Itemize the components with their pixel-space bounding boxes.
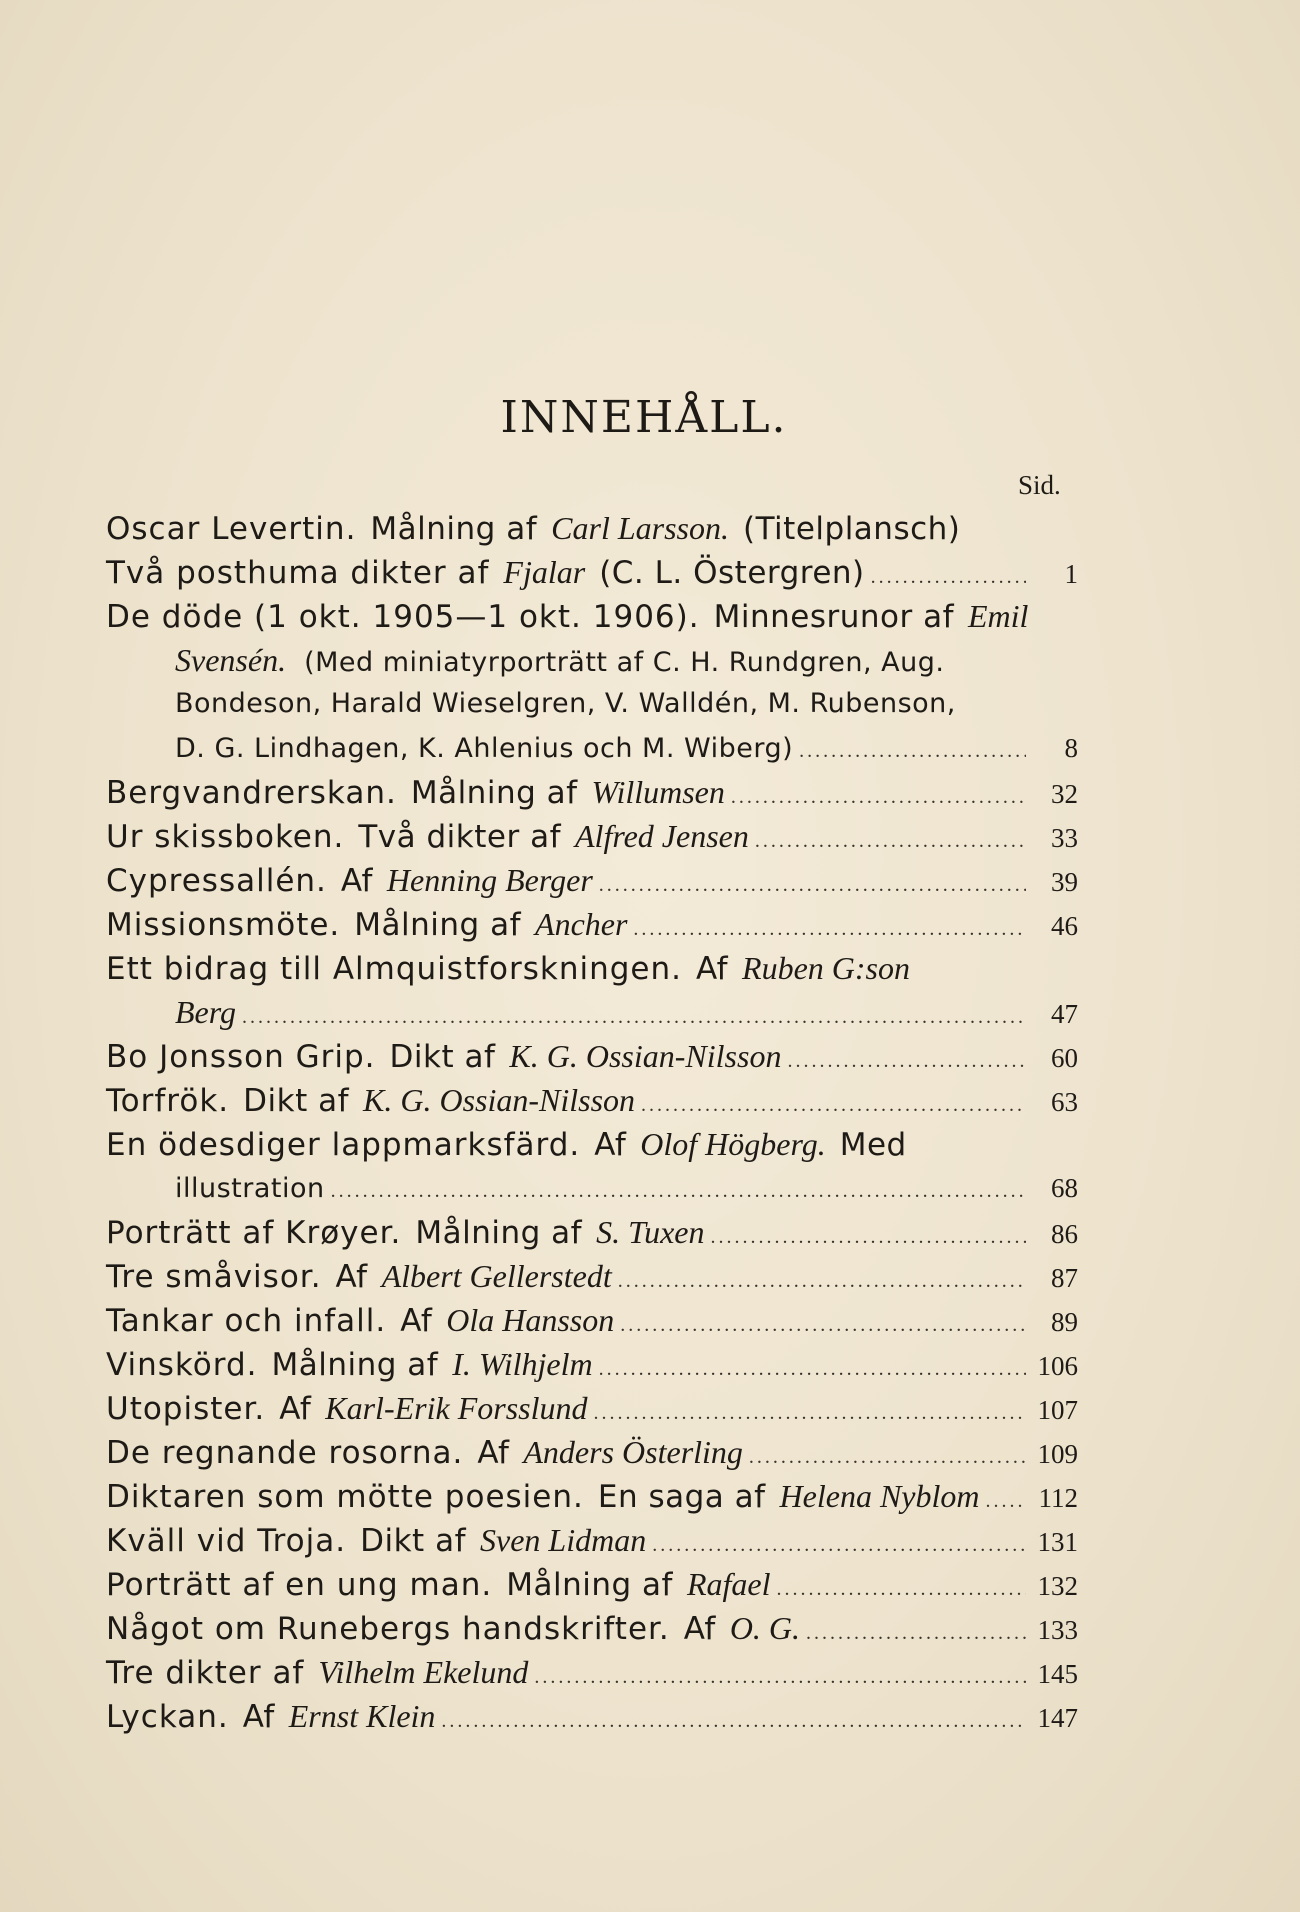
entry-page: 33 bbox=[1051, 823, 1078, 853]
entry-title: Två posthuma dikter af bbox=[106, 555, 490, 591]
entry-author: Ruben G:son bbox=[742, 950, 910, 986]
entry-text: Målning af bbox=[506, 1567, 673, 1603]
toc-entry bbox=[106, 1474, 1078, 1518]
entry-author: Helena Nyblom bbox=[779, 1478, 980, 1514]
entry-page: 89 bbox=[1051, 1307, 1078, 1337]
entry-page: 63 bbox=[1051, 1087, 1078, 1117]
entry-author: Emil bbox=[968, 598, 1029, 634]
leader-dots bbox=[599, 1347, 1026, 1391]
entry-author: I. Wilhjelm bbox=[452, 1346, 593, 1382]
entry-text: Målning af bbox=[271, 1347, 439, 1383]
entry-author: O. G. bbox=[729, 1610, 801, 1646]
entry-title: Cypressallén. bbox=[106, 863, 327, 899]
entry-text: Dikt af bbox=[389, 1039, 496, 1075]
entry-page: 147 bbox=[1037, 1703, 1078, 1733]
entry-title: Tankar och infall. bbox=[106, 1303, 387, 1339]
toc-entry bbox=[106, 1430, 1078, 1474]
toc-entry bbox=[106, 1386, 1078, 1430]
entry-author: Henning Berger bbox=[386, 862, 593, 898]
entry-title: Torfrök. bbox=[106, 1083, 230, 1119]
toc-entry bbox=[106, 1034, 1078, 1078]
entry-author: Berg bbox=[175, 994, 237, 1030]
entry-page: 109 bbox=[1037, 1439, 1078, 1469]
entry-page: 32 bbox=[1051, 779, 1078, 809]
entry-title: Ur skissboken. bbox=[106, 819, 345, 855]
entry-title: Bergvandrerskan. bbox=[106, 775, 397, 811]
entry-page: 112 bbox=[1038, 1483, 1078, 1513]
entry-text: Af bbox=[279, 1391, 312, 1427]
toc-entry bbox=[106, 1650, 1078, 1694]
toc-entry bbox=[106, 550, 1078, 594]
entry-text: Två dikter af bbox=[358, 819, 561, 855]
entry-author: Olof Högberg. bbox=[640, 1126, 826, 1162]
entry-author: Carl Larsson. bbox=[551, 510, 729, 546]
entry-text: Målning af bbox=[415, 1215, 583, 1251]
leader-dots bbox=[731, 775, 1026, 819]
leader-dots bbox=[641, 1083, 1026, 1127]
entry-title: Vinskörd. bbox=[106, 1347, 258, 1383]
toc-entry-continuation bbox=[106, 682, 1078, 726]
leader-dots bbox=[871, 555, 1026, 599]
entry-text: Af bbox=[594, 1127, 627, 1163]
toc-entry bbox=[106, 1210, 1078, 1254]
entry-author: Alfred Jensen bbox=[575, 818, 749, 854]
toc-entry bbox=[106, 1298, 1078, 1342]
leader-dots bbox=[986, 1479, 1027, 1523]
toc-entry bbox=[106, 814, 1078, 858]
toc-entry-continuation bbox=[106, 1166, 1078, 1210]
entry-page: 86 bbox=[1051, 1219, 1078, 1249]
leader-dots bbox=[242, 995, 1026, 1039]
toc-entry bbox=[106, 1342, 1078, 1386]
toc-entry-continuation bbox=[106, 990, 1078, 1034]
entry-page: 39 bbox=[1051, 867, 1078, 897]
entry-title: Diktaren som mötte poesien. bbox=[106, 1479, 584, 1515]
entry-title: Ett bidrag till Almquistforskningen. bbox=[106, 951, 682, 987]
toc-entry-continuation bbox=[106, 638, 1078, 682]
toc-entry bbox=[106, 1694, 1078, 1738]
page-column-label: Sid. bbox=[1018, 470, 1061, 500]
toc-entry bbox=[106, 858, 1078, 902]
leader-dots bbox=[633, 907, 1026, 951]
entry-text: (Titelplansch) bbox=[742, 511, 961, 547]
leader-dots bbox=[749, 1435, 1026, 1479]
entry-text: Målning af bbox=[354, 907, 522, 943]
entry-page: 131 bbox=[1037, 1527, 1078, 1557]
leader-dots bbox=[755, 819, 1026, 863]
entry-text: Af bbox=[335, 1259, 368, 1295]
entry-author: K. G. Ossian-Nilsson bbox=[509, 1038, 782, 1074]
leader-dots bbox=[806, 1611, 1026, 1655]
toc-entry bbox=[106, 770, 1078, 814]
entry-text: Af bbox=[696, 951, 729, 987]
entry-author: Ernst Klein bbox=[288, 1698, 436, 1734]
entry-author: Karl-Erik Forsslund bbox=[325, 1390, 588, 1426]
leader-dots bbox=[652, 1523, 1026, 1567]
entry-text: Af bbox=[477, 1435, 510, 1471]
entry-title: Utopister. bbox=[106, 1391, 266, 1427]
entry-author: Svensén. bbox=[175, 642, 287, 678]
leader-dots bbox=[776, 1567, 1026, 1611]
entry-title: En ödesdiger lappmarksfärd. bbox=[106, 1127, 581, 1163]
entry-text: Minnesrunor af bbox=[713, 599, 954, 635]
entry-text: (C. L. Östergren) bbox=[599, 555, 865, 591]
entry-title: Tre dikter af bbox=[106, 1655, 305, 1691]
leader-dots bbox=[441, 1699, 1026, 1743]
entry-text: En saga af bbox=[597, 1479, 766, 1515]
toc-entry bbox=[106, 1254, 1078, 1298]
toc-entry bbox=[106, 1562, 1078, 1606]
toc-entry bbox=[106, 902, 1078, 946]
entry-page: 107 bbox=[1037, 1395, 1078, 1425]
entry-author: Fjalar bbox=[503, 554, 586, 590]
entry-text: Med bbox=[839, 1127, 907, 1163]
entry-page: 68 bbox=[1051, 1173, 1078, 1203]
entry-author: Albert Gellerstedt bbox=[381, 1258, 612, 1294]
entry-page: 47 bbox=[1051, 999, 1078, 1029]
entry-page: 132 bbox=[1037, 1571, 1078, 1601]
entry-text: (Med miniatyrporträtt af C. H. Rundgren, Aug. bbox=[304, 647, 945, 678]
entry-author: K. G. Ossian-Nilsson bbox=[363, 1082, 636, 1118]
entry-text: Målning af bbox=[370, 511, 538, 547]
leader-dots bbox=[599, 863, 1026, 907]
entry-page: 46 bbox=[1051, 911, 1078, 941]
toc-entry-continuation bbox=[106, 726, 1078, 770]
entry-page: 106 bbox=[1037, 1351, 1078, 1381]
leader-dots bbox=[534, 1655, 1026, 1699]
page-title: INNEHÅLL. bbox=[500, 392, 788, 443]
entry-text: illustration bbox=[175, 1173, 325, 1204]
entry-author: Vilhelm Ekelund bbox=[318, 1654, 529, 1690]
entry-text: Af bbox=[242, 1699, 275, 1735]
entry-author: Sven Lidman bbox=[479, 1522, 647, 1558]
entry-text: Af bbox=[683, 1611, 716, 1647]
leader-dots bbox=[618, 1259, 1026, 1303]
entry-author: Ancher bbox=[535, 906, 628, 942]
leader-dots bbox=[593, 1391, 1026, 1435]
toc-entry bbox=[106, 1518, 1078, 1562]
leader-dots bbox=[787, 1039, 1026, 1083]
entry-title: De döde (1 okt. 1905—1 okt. 1906). bbox=[106, 599, 700, 635]
entry-text: Af bbox=[400, 1303, 433, 1339]
entry-text: Målning af bbox=[410, 775, 578, 811]
entry-title: Tre småvisor. bbox=[106, 1259, 322, 1295]
entry-page: 87 bbox=[1051, 1263, 1078, 1293]
toc-entry bbox=[106, 1122, 1078, 1166]
entry-author: Rafael bbox=[686, 1566, 771, 1602]
entry-page: 145 bbox=[1037, 1659, 1078, 1689]
entry-page: 1 bbox=[1064, 559, 1078, 589]
entry-text: Af bbox=[340, 863, 373, 899]
leader-dots bbox=[711, 1215, 1027, 1259]
table-of-contents bbox=[106, 506, 1078, 1738]
entry-title: De regnande rosorna. bbox=[106, 1435, 464, 1471]
entry-text: Dikt af bbox=[360, 1523, 466, 1559]
entry-title: Något om Runebergs handskrifter. bbox=[106, 1611, 670, 1647]
entry-title: Porträtt af en ung man. bbox=[106, 1567, 493, 1603]
entry-title: Missionsmöte. bbox=[106, 907, 341, 943]
leader-dots bbox=[799, 729, 1026, 773]
leader-dots bbox=[331, 1169, 1026, 1213]
entry-text: Bondeson, Harald Wieselgren, V. Walldén, M. Rubenson, bbox=[175, 688, 956, 719]
leader-dots bbox=[620, 1303, 1026, 1347]
entry-title: Oscar Levertin. bbox=[106, 511, 357, 547]
entry-title: Bo Jonsson Grip. bbox=[106, 1039, 376, 1075]
entry-title: Kväll vid Troja. bbox=[106, 1523, 347, 1559]
entry-author: Willumsen bbox=[591, 774, 725, 810]
entry-author: Anders Österling bbox=[523, 1434, 743, 1470]
entry-page: 60 bbox=[1051, 1043, 1078, 1073]
entry-title: Lyckan. bbox=[106, 1699, 229, 1735]
entry-text: D. G. Lindhagen, K. Ahlenius och M. Wiberg) bbox=[175, 733, 794, 764]
toc-entry bbox=[106, 506, 1078, 550]
entry-author: S. Tuxen bbox=[596, 1214, 705, 1250]
entry-page: 8 bbox=[1064, 733, 1078, 763]
entry-text: Dikt af bbox=[243, 1083, 349, 1119]
entry-page: 133 bbox=[1037, 1615, 1078, 1645]
toc-entry bbox=[106, 594, 1078, 638]
entry-author: Ola Hansson bbox=[446, 1302, 615, 1338]
toc-entry bbox=[106, 1606, 1078, 1650]
toc-entry bbox=[106, 946, 1078, 990]
entry-title: Porträtt af Krøyer. bbox=[106, 1215, 402, 1251]
toc-entry bbox=[106, 1078, 1078, 1122]
